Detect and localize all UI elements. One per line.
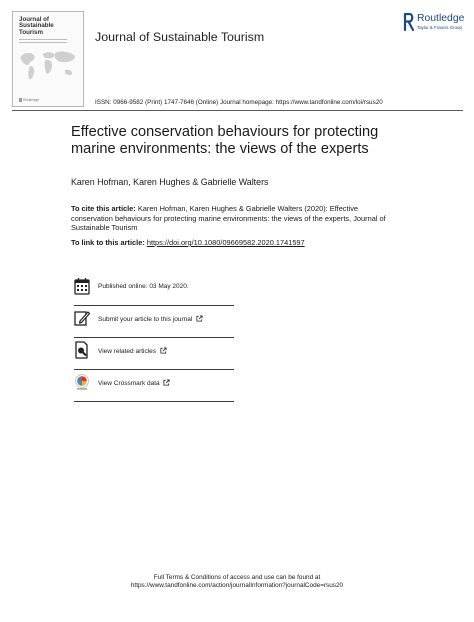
submit-article-link[interactable] <box>98 315 203 323</box>
terms-footer-line: Full Terms & Conditions of access and use can be found at <box>153 574 321 581</box>
article-title-line: marine environments: the views of the experts <box>71 141 369 157</box>
publisher-tagline: Taylor & Francis Group <box>417 25 462 30</box>
citation-text: Karen Hofman, Karen Hughes & Gabrielle Walters (2020): Effective <box>135 204 359 213</box>
related-articles-row[interactable] <box>74 338 234 370</box>
crossmark-row[interactable] <box>74 370 234 402</box>
article-title <box>71 124 431 158</box>
journal-cover-thumbnail <box>12 11 84 107</box>
citation-label: To cite this article: <box>71 204 136 213</box>
header-divider <box>12 110 463 111</box>
related-articles-label: View related articles <box>98 348 157 355</box>
article-authors: Karen Hofman, Karen Hughes & Gabrielle Walters <box>71 177 269 187</box>
citation-line: Sustainable Tourism <box>71 223 138 233</box>
journal-title[interactable]: Journal of Sustainable Tourism <box>95 30 265 44</box>
publisher-logo[interactable] <box>403 13 467 33</box>
crossmark-label: View Crossmark data <box>98 380 160 387</box>
article-link-line <box>71 238 305 247</box>
issn-homepage-line[interactable]: ISSN: 0966-9582 (Print) 1747-7646 (Online) Journal homepage: https://www.tandfonline.com/loi/rsus20 <box>95 99 383 106</box>
article-actions-list <box>74 274 234 402</box>
routledge-logo-icon <box>403 13 415 31</box>
cover-title <box>19 17 81 36</box>
cover-publisher-mark: Routledge <box>19 98 39 102</box>
submit-article-label: Submit your article to this journal <box>98 316 193 323</box>
external-link-icon <box>160 347 167 354</box>
published-online-row <box>74 274 234 306</box>
citation-first-line <box>71 204 431 214</box>
crossmark-link[interactable] <box>98 379 170 387</box>
related-articles-link[interactable] <box>98 347 167 355</box>
submit-article-row[interactable] <box>74 306 234 338</box>
world-map-illustration <box>17 46 79 84</box>
publisher-name: Routledge <box>417 13 465 24</box>
citation-block <box>71 204 431 233</box>
published-online-text: Published online: 03 May 2020. <box>98 283 189 290</box>
cover-title-line: Journal of <box>19 16 49 23</box>
external-link-icon <box>196 315 203 322</box>
edit-icon <box>74 309 90 327</box>
search-document-icon <box>74 341 90 359</box>
calendar-icon <box>74 277 90 295</box>
crossmark-icon <box>74 373 90 391</box>
cover-subtitle-lines <box>19 39 67 45</box>
external-link-icon <box>163 379 170 386</box>
cover-title-line: Sustainable <box>19 22 54 30</box>
doi-link[interactable]: https://doi.org/10.1080/09669582.2020.1741597 <box>146 238 305 247</box>
cover-title-line: Tourism <box>19 28 43 36</box>
terms-footer-url[interactable]: https://www.tandfonline.com/action/journalInformation?journalCode=rsus20 <box>130 582 344 590</box>
article-title-line: Effective conservation behaviours for protecting <box>71 124 379 140</box>
citation-line: conservation behaviours for protecting marine environments: the views of the experts, Journal of <box>71 213 386 223</box>
link-label: To link to this article: <box>71 238 145 247</box>
terms-footer <box>0 574 474 590</box>
